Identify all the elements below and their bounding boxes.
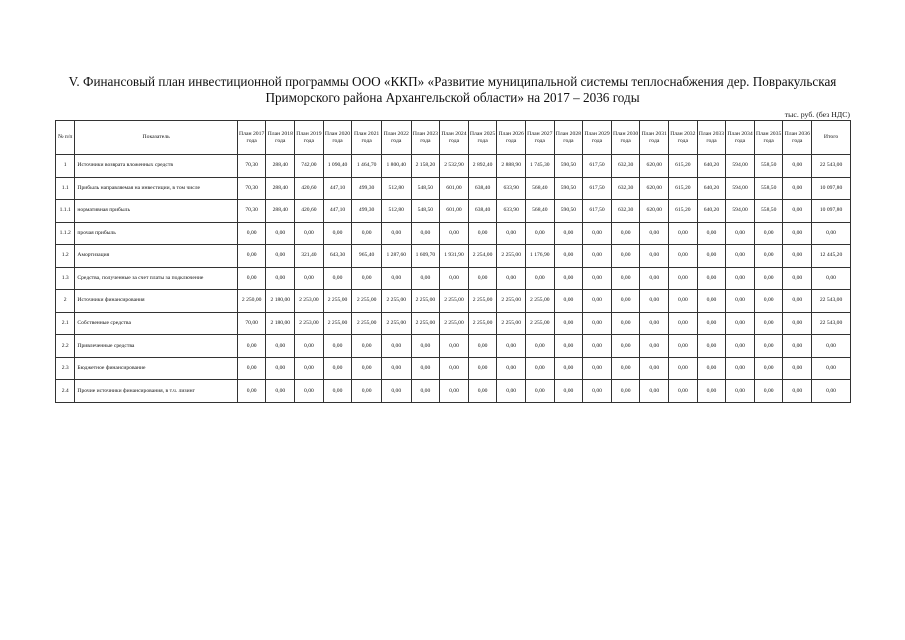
row-value-cell: 590,50	[554, 177, 583, 200]
row-value-cell: 594,00	[726, 200, 755, 223]
row-value-cell: 0,00	[526, 357, 555, 380]
row-value-cell: 0,00	[295, 222, 324, 245]
row-value-cell: 0,00	[583, 380, 612, 403]
header-year: План 2035 года	[754, 121, 783, 155]
row-value-cell: 2 255,00	[323, 312, 352, 335]
row-value-cell: 0,00	[554, 267, 583, 290]
document-title	[55, 74, 850, 105]
row-total-cell: 22 543,00	[812, 290, 851, 313]
row-value-cell: 0,00	[697, 290, 726, 313]
row-value-cell: 0,00	[583, 245, 612, 268]
row-indicator-name: Бюджетное финансирование	[75, 357, 237, 380]
row-value-cell: 0,00	[554, 290, 583, 313]
row-value-cell: 420,60	[295, 177, 324, 200]
row-number: 1	[56, 155, 75, 178]
row-value-cell: 2 255,00	[468, 312, 497, 335]
header-year: План 2032 года	[669, 121, 698, 155]
row-value-cell: 965,40	[352, 245, 382, 268]
row-total-cell: 0,00	[812, 380, 851, 403]
row-number: 1.3	[56, 267, 75, 290]
row-indicator-name: Амортизация	[75, 245, 237, 268]
row-value-cell: 2 255,00	[411, 290, 440, 313]
row-value-cell: 288,40	[266, 177, 295, 200]
row-value-cell: 0,00	[440, 335, 469, 358]
header-year: План 2020 года	[323, 121, 352, 155]
row-value-cell: 0,00	[669, 335, 698, 358]
row-value-cell: 601,00	[440, 200, 469, 223]
row-value-cell: 0,00	[611, 335, 640, 358]
row-value-cell: 0,00	[669, 312, 698, 335]
row-value-cell: 2 250,00	[237, 290, 266, 313]
row-value-cell: 2 254,00	[468, 245, 497, 268]
row-value-cell: 640,20	[697, 177, 726, 200]
row-value-cell: 0,00	[697, 335, 726, 358]
row-value-cell: 617,50	[583, 177, 612, 200]
row-value-cell: 0,00	[640, 222, 669, 245]
table-row	[56, 245, 851, 268]
row-value-cell: 0,00	[669, 222, 698, 245]
row-value-cell: 447,10	[323, 177, 352, 200]
row-value-cell: 0,00	[295, 335, 324, 358]
table-row	[56, 312, 851, 335]
table-row	[56, 222, 851, 245]
row-value-cell: 0,00	[237, 267, 266, 290]
row-value-cell: 512,80	[381, 200, 411, 223]
row-value-cell: 0,00	[237, 222, 266, 245]
row-value-cell: 2 255,00	[352, 312, 382, 335]
row-value-cell: 0,00	[754, 245, 783, 268]
row-number: 1.2	[56, 245, 75, 268]
row-value-cell: 0,00	[440, 267, 469, 290]
financial-plan-table	[55, 120, 851, 403]
row-value-cell: 568,40	[526, 177, 555, 200]
row-total-cell: 0,00	[812, 357, 851, 380]
row-value-cell: 0,00	[352, 267, 382, 290]
row-value-cell: 70,00	[237, 312, 266, 335]
row-value-cell: 0,00	[669, 245, 698, 268]
row-value-cell: 632,30	[611, 200, 640, 223]
row-value-cell: 0,00	[295, 267, 324, 290]
header-year: План 2017 года	[237, 121, 266, 155]
row-value-cell: 0,00	[352, 357, 382, 380]
row-value-cell: 0,00	[583, 267, 612, 290]
row-value-cell: 0,00	[323, 380, 352, 403]
row-value-cell: 0,00	[754, 357, 783, 380]
row-value-cell: 0,00	[381, 380, 411, 403]
table-row	[56, 380, 851, 403]
row-value-cell: 0,00	[726, 380, 755, 403]
row-value-cell: 0,00	[726, 290, 755, 313]
row-value-cell: 0,00	[726, 267, 755, 290]
table-body	[56, 155, 851, 403]
row-value-cell: 1 745,30	[526, 155, 555, 178]
header-year: План 2022 года	[381, 121, 411, 155]
row-value-cell: 0,00	[554, 335, 583, 358]
row-value-cell: 1 287,60	[381, 245, 411, 268]
row-indicator-name: Источники финансирования	[75, 290, 237, 313]
row-value-cell: 321,40	[295, 245, 324, 268]
row-value-cell: 2 892,40	[468, 155, 497, 178]
row-value-cell: 615,20	[669, 155, 698, 178]
row-value-cell: 0,00	[381, 267, 411, 290]
header-year: План 2030 года	[611, 121, 640, 155]
row-value-cell: 0,00	[726, 312, 755, 335]
row-value-cell: 288,40	[266, 200, 295, 223]
row-value-cell: 0,00	[323, 222, 352, 245]
header-year: План 2025 года	[468, 121, 497, 155]
row-value-cell: 2 180,00	[266, 290, 295, 313]
row-value-cell: 0,00	[783, 245, 812, 268]
row-value-cell: 1 609,70	[411, 245, 440, 268]
row-value-cell: 0,00	[783, 380, 812, 403]
row-value-cell: 0,00	[611, 267, 640, 290]
row-value-cell: 0,00	[526, 335, 555, 358]
header-year: План 2021 года	[352, 121, 382, 155]
row-value-cell: 0,00	[497, 222, 526, 245]
row-value-cell: 0,00	[611, 357, 640, 380]
row-value-cell: 0,00	[697, 245, 726, 268]
row-value-cell: 420,60	[295, 200, 324, 223]
row-value-cell: 0,00	[468, 267, 497, 290]
row-value-cell: 0,00	[697, 312, 726, 335]
header-total: Итого	[812, 121, 851, 155]
row-value-cell: 0,00	[440, 222, 469, 245]
table-row	[56, 335, 851, 358]
row-value-cell: 0,00	[640, 290, 669, 313]
row-value-cell: 0,00	[583, 222, 612, 245]
row-value-cell: 2 255,00	[381, 290, 411, 313]
row-value-cell: 0,00	[411, 380, 440, 403]
row-value-cell: 0,00	[411, 267, 440, 290]
row-value-cell: 0,00	[352, 380, 382, 403]
row-value-cell: 0,00	[783, 200, 812, 223]
row-value-cell: 0,00	[783, 312, 812, 335]
row-value-cell: 0,00	[754, 222, 783, 245]
row-value-cell: 0,00	[640, 267, 669, 290]
row-value-cell: 0,00	[266, 335, 295, 358]
row-value-cell: 2 255,00	[497, 290, 526, 313]
row-value-cell: 0,00	[411, 357, 440, 380]
row-number: 1.1.2	[56, 222, 75, 245]
row-value-cell: 0,00	[266, 267, 295, 290]
row-value-cell: 558,50	[754, 155, 783, 178]
row-indicator-name: прочая прибыль	[75, 222, 237, 245]
row-value-cell: 1 464,70	[352, 155, 382, 178]
row-value-cell: 0,00	[754, 335, 783, 358]
row-value-cell: 0,00	[468, 335, 497, 358]
row-value-cell: 0,00	[352, 335, 382, 358]
row-indicator-name: нормативная прибыль	[75, 200, 237, 223]
row-value-cell: 0,00	[497, 357, 526, 380]
row-value-cell: 640,20	[697, 200, 726, 223]
row-value-cell: 0,00	[526, 222, 555, 245]
row-value-cell: 2 180,00	[266, 312, 295, 335]
row-value-cell: 2 255,00	[381, 312, 411, 335]
table-row	[56, 290, 851, 313]
row-value-cell: 0,00	[411, 335, 440, 358]
row-value-cell: 0,00	[554, 357, 583, 380]
title-line-1: V. Финансовый план инвестиционной программы ООО «ККП» «Развитие муниципальной системы теплоснабжения дер. Повракульская	[68, 74, 837, 89]
row-value-cell: 0,00	[697, 357, 726, 380]
row-value-cell: 0,00	[411, 222, 440, 245]
row-value-cell: 0,00	[323, 357, 352, 380]
row-value-cell: 601,00	[440, 177, 469, 200]
row-value-cell: 0,00	[783, 267, 812, 290]
header-year: План 2029 года	[583, 121, 612, 155]
row-value-cell: 615,20	[669, 177, 698, 200]
row-value-cell: 0,00	[323, 267, 352, 290]
header-year: План 2018 года	[266, 121, 295, 155]
row-value-cell: 2 158,20	[411, 155, 440, 178]
header-year: План 2027 года	[526, 121, 555, 155]
table-row	[56, 177, 851, 200]
row-value-cell: 0,00	[381, 357, 411, 380]
row-value-cell: 0,00	[237, 245, 266, 268]
row-value-cell: 0,00	[237, 357, 266, 380]
row-value-cell: 1 931,90	[440, 245, 469, 268]
header-year: План 2024 года	[440, 121, 469, 155]
row-value-cell: 558,50	[754, 200, 783, 223]
row-value-cell: 2 253,00	[295, 290, 324, 313]
row-value-cell: 0,00	[783, 357, 812, 380]
row-value-cell: 0,00	[583, 335, 612, 358]
row-value-cell: 0,00	[611, 380, 640, 403]
row-value-cell: 742,00	[295, 155, 324, 178]
row-value-cell: 0,00	[497, 267, 526, 290]
header-year: План 2023 года	[411, 121, 440, 155]
row-value-cell: 594,00	[726, 177, 755, 200]
row-value-cell: 0,00	[468, 357, 497, 380]
table-row	[56, 357, 851, 380]
row-value-cell: 288,40	[266, 155, 295, 178]
row-number: 2.2	[56, 335, 75, 358]
row-value-cell: 620,00	[640, 177, 669, 200]
row-number: 2.4	[56, 380, 75, 403]
unit-label: тыс. руб. (без НДС)	[784, 110, 850, 119]
row-value-cell: 0,00	[640, 357, 669, 380]
row-total-cell: 0,00	[812, 267, 851, 290]
header-year: План 2033 года	[697, 121, 726, 155]
row-value-cell: 1 800,40	[381, 155, 411, 178]
row-value-cell: 0,00	[669, 380, 698, 403]
row-value-cell: 2 255,00	[497, 245, 526, 268]
row-value-cell: 0,00	[726, 357, 755, 380]
row-value-cell: 0,00	[352, 222, 382, 245]
row-total-cell: 22 543,00	[812, 155, 851, 178]
row-number: 1.1	[56, 177, 75, 200]
row-value-cell: 2 255,00	[526, 290, 555, 313]
row-value-cell: 0,00	[640, 245, 669, 268]
row-value-cell: 0,00	[783, 222, 812, 245]
row-value-cell: 558,50	[754, 177, 783, 200]
row-value-cell: 499,30	[352, 177, 382, 200]
row-value-cell: 0,00	[583, 290, 612, 313]
row-indicator-name: Собственные средства	[75, 312, 237, 335]
table-row	[56, 155, 851, 178]
row-value-cell: 0,00	[323, 335, 352, 358]
table-row	[56, 200, 851, 223]
row-value-cell: 632,30	[611, 155, 640, 178]
row-value-cell: 0,00	[583, 357, 612, 380]
row-value-cell: 2 255,00	[468, 290, 497, 313]
row-value-cell: 638,40	[468, 200, 497, 223]
table-row	[56, 267, 851, 290]
row-value-cell: 2 255,00	[323, 290, 352, 313]
row-value-cell: 0,00	[381, 335, 411, 358]
row-value-cell: 0,00	[726, 222, 755, 245]
row-value-cell: 0,00	[697, 380, 726, 403]
row-value-cell: 548,50	[411, 200, 440, 223]
header-indicator: Показатель	[75, 121, 237, 155]
row-number: 1.1.1	[56, 200, 75, 223]
row-value-cell: 1 090,40	[323, 155, 352, 178]
row-value-cell: 2 255,00	[526, 312, 555, 335]
row-value-cell: 0,00	[783, 335, 812, 358]
row-value-cell: 70,30	[237, 200, 266, 223]
row-value-cell: 70,30	[237, 177, 266, 200]
row-value-cell: 0,00	[554, 312, 583, 335]
row-value-cell: 0,00	[669, 357, 698, 380]
row-value-cell: 594,00	[726, 155, 755, 178]
row-value-cell: 1 176,90	[526, 245, 555, 268]
row-value-cell: 0,00	[266, 222, 295, 245]
row-value-cell: 0,00	[237, 380, 266, 403]
row-indicator-name: Привлеченные средства	[75, 335, 237, 358]
row-value-cell: 0,00	[754, 267, 783, 290]
row-value-cell: 615,20	[669, 200, 698, 223]
row-indicator-name: Прибыль направляемая на инвестиции, в том числе	[75, 177, 237, 200]
row-value-cell: 0,00	[669, 290, 698, 313]
header-year: План 2019 года	[295, 121, 324, 155]
row-value-cell: 2 255,00	[352, 290, 382, 313]
row-value-cell: 633,90	[497, 177, 526, 200]
header-year: План 2036 года	[783, 121, 812, 155]
row-value-cell: 0,00	[266, 357, 295, 380]
row-value-cell: 2 255,00	[497, 312, 526, 335]
row-value-cell: 0,00	[640, 312, 669, 335]
row-value-cell: 0,00	[583, 312, 612, 335]
row-value-cell: 638,40	[468, 177, 497, 200]
row-value-cell: 0,00	[611, 245, 640, 268]
row-value-cell: 2 255,00	[440, 290, 469, 313]
row-value-cell: 617,50	[583, 200, 612, 223]
row-value-cell: 0,00	[497, 380, 526, 403]
row-value-cell: 0,00	[611, 312, 640, 335]
row-value-cell: 0,00	[440, 380, 469, 403]
row-number: 2	[56, 290, 75, 313]
row-value-cell: 620,00	[640, 155, 669, 178]
row-value-cell: 0,00	[266, 380, 295, 403]
row-value-cell: 0,00	[783, 177, 812, 200]
row-value-cell: 0,00	[783, 290, 812, 313]
row-value-cell: 0,00	[237, 335, 266, 358]
row-value-cell: 617,50	[583, 155, 612, 178]
row-value-cell: 0,00	[295, 357, 324, 380]
row-value-cell: 0,00	[640, 380, 669, 403]
header-year: План 2028 года	[554, 121, 583, 155]
row-value-cell: 0,00	[754, 312, 783, 335]
row-value-cell: 0,00	[554, 222, 583, 245]
row-value-cell: 0,00	[783, 155, 812, 178]
row-value-cell: 0,00	[697, 222, 726, 245]
row-value-cell: 2 255,00	[440, 312, 469, 335]
row-value-cell: 568,40	[526, 200, 555, 223]
row-total-cell: 10 097,80	[812, 177, 851, 200]
row-value-cell: 2 532,90	[440, 155, 469, 178]
row-value-cell: 0,00	[726, 245, 755, 268]
row-value-cell: 0,00	[754, 290, 783, 313]
row-value-cell: 0,00	[440, 357, 469, 380]
row-value-cell: 0,00	[468, 380, 497, 403]
row-value-cell: 0,00	[611, 290, 640, 313]
header-num: № п/п	[56, 121, 75, 155]
row-value-cell: 0,00	[611, 222, 640, 245]
row-value-cell: 0,00	[497, 335, 526, 358]
table-header-row	[56, 121, 851, 155]
row-value-cell: 2 888,90	[497, 155, 526, 178]
row-value-cell: 633,90	[497, 200, 526, 223]
row-total-cell: 0,00	[812, 222, 851, 245]
row-total-cell: 12 445,20	[812, 245, 851, 268]
row-value-cell: 590,50	[554, 200, 583, 223]
row-value-cell: 0,00	[266, 245, 295, 268]
row-value-cell: 0,00	[640, 335, 669, 358]
row-indicator-name: Прочие источники финансирования, в т.ч. лизинг	[75, 380, 237, 403]
header-year: План 2026 года	[497, 121, 526, 155]
row-value-cell: 0,00	[554, 380, 583, 403]
row-total-cell: 0,00	[812, 335, 851, 358]
row-value-cell: 0,00	[697, 267, 726, 290]
row-total-cell: 22 543,00	[812, 312, 851, 335]
row-value-cell: 590,50	[554, 155, 583, 178]
row-value-cell: 512,80	[381, 177, 411, 200]
row-value-cell: 2 253,00	[295, 312, 324, 335]
row-value-cell: 640,20	[697, 155, 726, 178]
row-value-cell: 0,00	[295, 380, 324, 403]
row-value-cell: 70,30	[237, 155, 266, 178]
row-value-cell: 0,00	[554, 245, 583, 268]
row-value-cell: 643,30	[323, 245, 352, 268]
row-value-cell: 548,50	[411, 177, 440, 200]
row-value-cell: 0,00	[754, 380, 783, 403]
row-total-cell: 10 097,80	[812, 200, 851, 223]
row-value-cell: 0,00	[726, 335, 755, 358]
row-number: 2.3	[56, 357, 75, 380]
row-value-cell: 0,00	[669, 267, 698, 290]
title-line-2: Приморского района Архангельской области» на 2017 – 2036 годы	[265, 89, 640, 105]
row-number: 2.1	[56, 312, 75, 335]
row-value-cell: 499,30	[352, 200, 382, 223]
row-value-cell: 2 255,00	[411, 312, 440, 335]
row-value-cell: 447,10	[323, 200, 352, 223]
row-value-cell: 0,00	[381, 222, 411, 245]
row-value-cell: 0,00	[468, 222, 497, 245]
header-year: План 2034 года	[726, 121, 755, 155]
row-value-cell: 0,00	[526, 380, 555, 403]
header-year: План 2031 года	[640, 121, 669, 155]
row-value-cell: 0,00	[526, 267, 555, 290]
row-value-cell: 632,30	[611, 177, 640, 200]
row-indicator-name: Источники возврата вложенных средств	[75, 155, 237, 178]
row-value-cell: 620,00	[640, 200, 669, 223]
row-indicator-name: Средства, полученные за счет платы за подключение	[75, 267, 237, 290]
